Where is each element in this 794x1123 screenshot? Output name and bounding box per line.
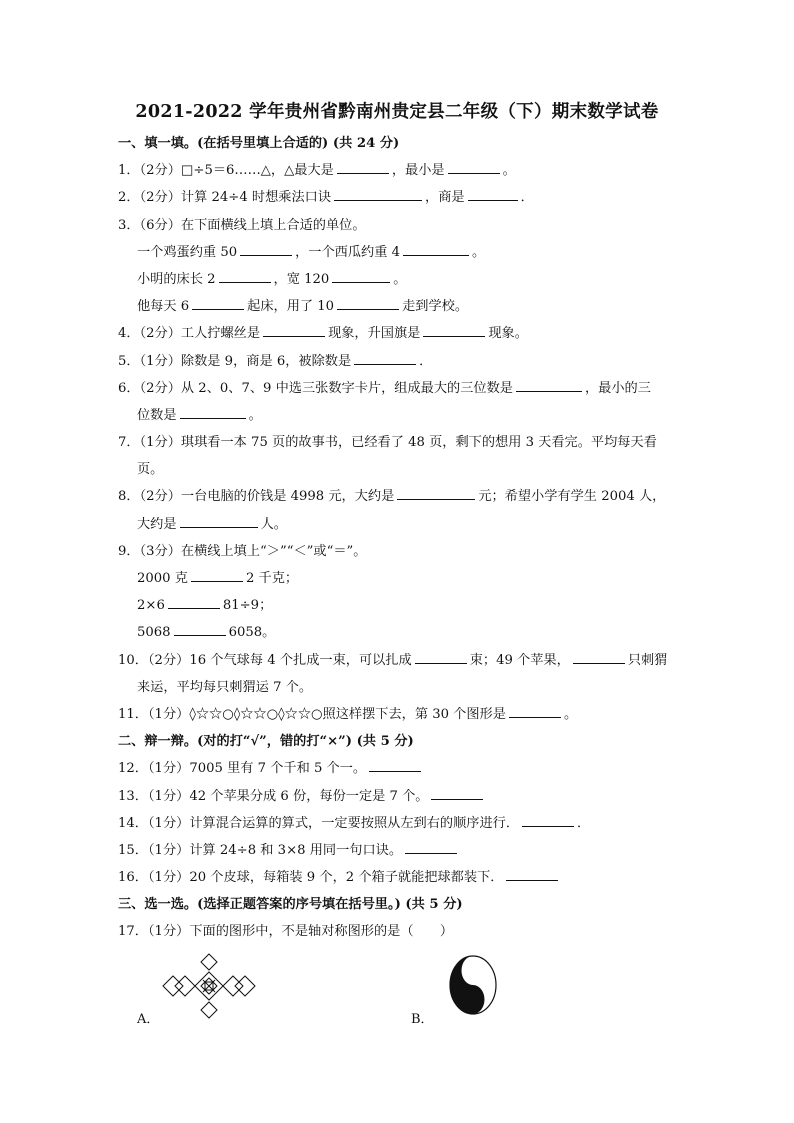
q14-blank-1[interactable]: [522, 811, 574, 827]
q3-l2-text: 小明的床长 2: [137, 271, 216, 287]
q10-text-2: 束；49 个苹果，: [469, 652, 570, 668]
question-2: [118, 184, 698, 211]
q9-line-1: [118, 565, 698, 592]
question-list: [118, 130, 698, 946]
question-12: [118, 755, 698, 782]
q6-text-2: ，最小的三: [585, 380, 651, 396]
q9-l3-text: 5068: [137, 625, 171, 641]
q13-text: 13．（1分）42 个苹果分成 6 份，每份一定是 7 个。: [118, 788, 429, 804]
section-3-heading: 三、选一选。(选择正题答案的序号填在括号里。) (共 5 分): [118, 897, 463, 913]
q7-text-2: 页。: [137, 462, 164, 478]
q8-text-3: 大约是: [137, 516, 177, 532]
q10-line-2: [118, 674, 698, 701]
q9-l1-text-2: 2 千克；: [245, 571, 299, 586]
q10-text: 10．（2分）16 个气球每 4 个扎成一束，可以扎成: [118, 652, 412, 668]
q3-blank-3[interactable]: [219, 267, 271, 283]
yin-yang-figure: [448, 954, 498, 1016]
q8-line-2: [118, 511, 698, 538]
q5-blank-1[interactable]: [354, 349, 416, 365]
q1-text: 1．（2分）□÷5＝6……△，△最大是: [118, 163, 334, 179]
question-7: [118, 429, 698, 456]
q3-blank-2[interactable]: [403, 240, 469, 256]
q6-line-2: [118, 402, 698, 429]
q17-options: [135, 950, 555, 1030]
q2-blank-1[interactable]: [334, 185, 422, 201]
q2-text: 2．（2分）计算 24÷4 时想乘法口诀: [118, 190, 332, 206]
q3-l1-text-2: ，一个西瓜约重 4: [295, 244, 401, 260]
question-9: [118, 538, 698, 565]
q9-line-3: [118, 619, 698, 646]
q11-text: 11．（1分）◊☆☆○◊☆☆○◊☆☆○照这样摆下去，第 30 个图形是: [118, 706, 506, 722]
q4-text: 4．（2分）工人拧螺丝是: [118, 326, 261, 342]
q3-line-2: [118, 266, 698, 293]
q3-blank-4[interactable]: [332, 267, 390, 283]
q9-l1-text: 2000 克: [137, 571, 188, 586]
q6-blank-2[interactable]: [180, 403, 246, 419]
q12-blank-1[interactable]: [369, 756, 421, 772]
page-title: 2021-2022 学年贵州省黔南州贵定县二年级（下）期末数学试卷: [135, 102, 659, 122]
q4-blank-1[interactable]: [263, 321, 325, 337]
q9-l2-text-2: 81÷9；: [222, 598, 273, 614]
q10-blank-1[interactable]: [415, 648, 467, 664]
q9-blank-2[interactable]: [168, 593, 220, 609]
question-4: [118, 320, 698, 347]
q3-text: 3．（6分）在下面横线上填上合适的单位。: [118, 217, 366, 233]
q6-blank-1[interactable]: [516, 376, 582, 392]
q9-blank-1[interactable]: [191, 566, 243, 582]
question-1: [118, 157, 698, 184]
option-a-label[interactable]: A．: [137, 1012, 160, 1027]
q6-text-3: 位数是: [137, 407, 177, 423]
question-14: [118, 810, 698, 837]
question-8: [118, 483, 698, 510]
q14-text: 14．（1分）计算混合运算的算式，一定要按照从左到右的顺序进行．: [118, 815, 520, 831]
q8-text-4: 人。: [260, 516, 287, 532]
question-10: [118, 647, 698, 674]
q12-text: 12．（1分）7005 里有 7 个千和 5 个一。: [118, 761, 367, 777]
q6-text: 6．（2分）从 2、0、7、9 中选三张数字卡片，组成最大的三位数是: [118, 380, 513, 396]
q1-blank-2[interactable]: [448, 158, 500, 174]
q3-blank-1[interactable]: [240, 240, 292, 256]
q10-text-4: 来运，平均每只刺猬运 7 个。: [137, 679, 313, 695]
q1-text-2: ，最小是: [391, 163, 445, 179]
question-5: [118, 348, 698, 375]
section-1-heading: 一、填一填。(在括号里填上合适的) (共 24 分): [118, 136, 400, 151]
q7-text: 7．（1分）琪琪看一本 75 页的故事书，已经看了 48 页，剩下的想用 3 天看完。平均每天看: [118, 435, 657, 451]
q3-l3-text: 他每天 6: [137, 299, 190, 315]
q9-line-2: [118, 592, 698, 619]
q3-blank-5[interactable]: [192, 294, 244, 310]
q8-blank-2[interactable]: [180, 512, 258, 528]
q10-text-3: 只刺猬: [627, 652, 668, 668]
q9-blank-3[interactable]: [174, 620, 226, 636]
q3-l3-text-2: 起床，用了 10: [247, 299, 335, 315]
q3-l1-text-3: 。: [472, 244, 486, 260]
q10-blank-2[interactable]: [573, 648, 625, 664]
q9-text: 9．（3分）在横线上填上“＞”“＜”或“＝”。: [118, 543, 367, 559]
q4-text-2: 现象，升国旗是: [328, 326, 421, 342]
q13-blank-1[interactable]: [431, 784, 483, 800]
q1-text-3: 。: [502, 163, 516, 179]
q3-l3-text-3: 走到学校。: [402, 299, 469, 315]
q17-text: 17．（1分）下面的图形中，不是轴对称图形的是（ ）: [118, 924, 454, 940]
question-17: [118, 918, 698, 945]
q5-text: 5．（1分）除数是 9，商是 6，被除数是: [118, 353, 352, 369]
q6-text-4: 。: [248, 407, 262, 423]
section-2-heading: 二、辩一辩。(对的打“√”，错的打“×”) (共 5 分): [118, 734, 414, 750]
q7-line-2: [118, 456, 698, 483]
q4-blank-2[interactable]: [423, 321, 485, 337]
q8-text: 8．（2分）一台电脑的价钱是 4998 元，大约是: [118, 489, 395, 505]
q9-l3-text-2: 6058。: [228, 625, 276, 641]
q8-text-2: 元；希望小学有学生 2004 人，: [478, 489, 666, 505]
question-3: [118, 212, 698, 239]
option-b-label[interactable]: B．: [411, 1012, 434, 1027]
q16-blank-1[interactable]: [506, 865, 558, 881]
knot-pattern-figure: [161, 952, 257, 1020]
q15-blank-1[interactable]: [405, 838, 457, 854]
q11-text-2: 。: [563, 706, 578, 722]
q5-text-2: ．: [419, 353, 433, 369]
q2-text-3: ．: [520, 190, 534, 206]
question-16: [118, 864, 698, 891]
q1-blank-1[interactable]: [337, 158, 389, 174]
question-11: [118, 701, 698, 728]
q16-text: 16．（1分）20 个皮球，每箱装 9 个，2 个箱子就能把球都装下．: [118, 870, 504, 886]
q11-blank-1[interactable]: [509, 702, 561, 718]
question-6: [118, 375, 698, 402]
question-15: [118, 837, 698, 864]
q4-text-3: 现象。: [488, 326, 528, 342]
q3-blank-6[interactable]: [337, 294, 399, 310]
q3-line-1: [118, 239, 698, 266]
q3-l2-text-3: 。: [393, 271, 407, 287]
q8-blank-1[interactable]: [397, 484, 475, 500]
q2-blank-2[interactable]: [468, 185, 518, 201]
q15-text: 15．（1分）计算 24÷8 和 3×8 用同一句口诀。: [118, 842, 403, 858]
q2-text-2: ，商是: [425, 190, 465, 206]
q3-l2-text-2: ，宽 120: [273, 271, 330, 287]
question-13: [118, 783, 698, 810]
q14-text-2: ．: [577, 815, 591, 831]
q9-l2-text: 2×6: [137, 598, 165, 614]
q3-line-3: [118, 293, 698, 320]
q3-l1-text: 一个鸡蛋约重 50: [137, 244, 238, 260]
